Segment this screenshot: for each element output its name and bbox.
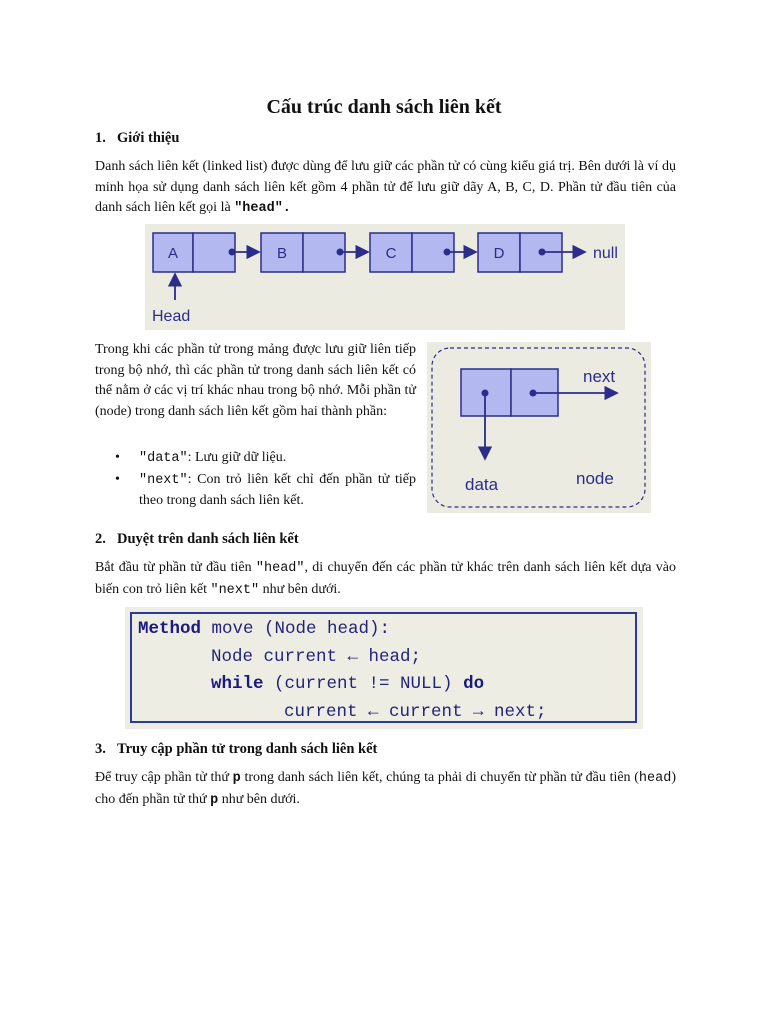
- traverse-next-code: "next": [210, 582, 260, 598]
- node-structure-diagram: [427, 342, 651, 513]
- list-item: [95, 448, 416, 470]
- head-label: Head: [152, 308, 191, 325]
- code-line-2: Node current ← head;: [211, 647, 422, 667]
- data-desc: : Lưu giữ dữ liệu.: [187, 450, 287, 465]
- linked-list-diagram: [145, 224, 625, 330]
- head-code: head: [638, 771, 672, 786]
- section-2-number: 2.: [95, 531, 106, 547]
- node-label: node: [576, 469, 614, 488]
- p-variable-2: p: [210, 792, 219, 808]
- data-code: "data": [139, 451, 188, 466]
- page-title: Cấu trúc danh sách liên kết: [266, 96, 502, 118]
- node-a: [153, 233, 235, 272]
- node-structure-figure: [427, 342, 651, 513]
- section-1-title: Giới thiệu: [117, 130, 180, 146]
- while-condition: (current != NULL): [263, 674, 464, 694]
- list-item: [95, 470, 416, 512]
- node-a-label: A: [167, 245, 179, 262]
- section-3-title: Truy cập phần tử trong danh sách liên kết: [117, 741, 378, 757]
- traverse-head-code: "head": [255, 561, 305, 576]
- traverse-text-c: như bên dưới.: [259, 581, 341, 597]
- method-keyword: Method: [138, 619, 202, 639]
- section-2-title: Duyệt trên danh sách liên kết: [117, 531, 299, 547]
- section-3-heading: [95, 741, 377, 758]
- p-variable: p: [232, 771, 241, 786]
- access-text-d: như bên dưới.: [218, 791, 300, 807]
- null-label: null: [593, 245, 618, 262]
- traverse-text-b: , di chuyển đến các phần tử khác trên danh sách liên kết dựa vào biến con trỏ liên kết: [95, 560, 677, 597]
- code-line-3: [211, 674, 484, 694]
- method-signature: move (Node head):: [201, 619, 391, 639]
- linked-list-figure: [145, 224, 625, 330]
- traverse-text-a: Bắt đầu từ phần tử đầu tiên: [95, 560, 256, 575]
- node-parts-list: [95, 448, 416, 512]
- code-block: [125, 607, 643, 729]
- node-b-label: B: [276, 245, 288, 262]
- node-b: [261, 233, 345, 272]
- next-desc: : Con trỏ liên kết chỉ đến phần tử tiếp theo trong danh sách liên kết.: [139, 471, 416, 508]
- node-c-label: C: [385, 245, 397, 262]
- next-code: "next": [139, 472, 188, 488]
- section-1-number: 1.: [95, 130, 106, 146]
- next-label: next: [583, 367, 616, 386]
- data-label: data: [465, 475, 499, 494]
- node-d-label: D: [493, 245, 505, 262]
- code-line-4: current ← current → next;: [284, 702, 547, 722]
- intro-text: Danh sách liên kết (linked list) được dùng để lưu giữ các phần tử có cùng kiểu giá trị. Bên dưới là ví dụ minh họa sử dụng danh sách liên kết gồm 4 phần tử để lưu giữ dãy A, B, C, D. Phần tử đầu tiên của danh sách liên kết gọi là: [95, 159, 676, 215]
- code-line-1: [138, 619, 390, 639]
- section-1-heading: [95, 130, 179, 147]
- traverse-paragraph: [95, 558, 676, 601]
- node-c: [370, 233, 454, 272]
- node-paragraph: Trong khi các phần tử trong mảng được lưu giữ liên tiếp trong bộ nhớ, thì các phần tử trong danh sách liên kết có thể nằm ở các vị trí khác nhau trong bộ nhớ. Mỗi phần tử (node) trong danh sách liên kết gồm hai thành phần:: [95, 342, 416, 419]
- intro-paragraph: [95, 157, 676, 220]
- do-keyword: do: [463, 674, 485, 694]
- intro-head-code: "head".: [234, 201, 291, 216]
- access-text-b: trong danh sách liên kết, chúng ta phải di chuyển từ phần tử đầu tiên (: [240, 770, 639, 785]
- section-3-number: 3.: [95, 741, 106, 757]
- while-keyword: while: [211, 674, 264, 694]
- access-text-c: ) cho đến phần tử thứ: [95, 770, 676, 807]
- section-2-heading: [95, 531, 299, 548]
- access-paragraph: [95, 768, 676, 811]
- access-text-a: Để truy cập phần tử thứ: [95, 770, 233, 785]
